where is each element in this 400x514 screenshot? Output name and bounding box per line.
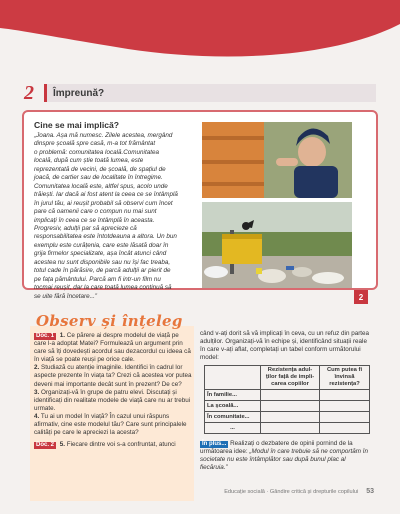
table-header-resistance: Rezistența adul-ților față de impli-carea copiilor [261,366,320,389]
question-3 [34,389,192,413]
story-marker: 2 [354,290,368,304]
story-heading: Cine se mai implică? [34,120,120,130]
story-text [34,132,206,301]
story-line: Comunitatea locală este, altfel spus, acolo unde [34,182,168,190]
story-line: o problemă: comunitatea locală.Comunitatea [34,148,159,156]
table-cell [261,423,320,434]
question-2-text: Studiază cu atenție imaginile. Identifici în cadrul lor aspecte prezente în viața ta? Crezi că acestea vor putea deveni mai importante decât sunt în prezent? De ce? [34,364,192,388]
exercise-title: Observ și înțeleg [36,312,183,330]
table-cell [320,389,370,400]
story-line: totul cade în părăsire, de parcă adulții ar pierit de [34,267,171,275]
question-2-number: 2. [34,364,40,372]
story-line: în jurul tău, ai reușit probabil să observi cum încet [34,199,173,207]
question-4-number: 4. [34,412,40,420]
story-line: grija firmelor specializate, așa încât atunci când [34,250,167,258]
question-3-number: 3. [34,388,40,396]
question-1-text: Ce părere ai despre modelul de viață pe care l-a adoptat Matei? Formulează un argument prin care să îți dovedești acordul sau dezacordul cu ideea că în viață se poate reuși pe orice cale. [34,332,191,364]
question-4 [34,413,192,437]
section-header [24,82,376,104]
story-line: se uite fără încetare...” [34,292,97,300]
story-line: exemplu este curățenia, care este lăsată doar în [34,241,169,249]
footer-text: Educație socială · Gândire critică și drepturile copilului [224,488,359,495]
plus-quote: „Modul în care trebuie să ne comportăm în societate nu este întâmplător sau după bunul plac al fiecăruia.” [200,448,369,472]
page-number: 53 [366,488,374,495]
section-title: Împreună? [53,87,105,99]
story-line: trăiești. Iar dacă ai fost atent la ceea ce se întâmplă [34,191,178,199]
story-photo [202,122,352,288]
doc1-tag: Doc. 1 [36,333,55,339]
doc2-tag: Doc. 2 [36,442,55,449]
plus-section [200,440,372,472]
story-line: implicați în ceea ce se întâmplă în aceasta. [34,216,155,224]
story-line: acestea nu sunt disponibile sau nu își fac treaba, [34,258,171,266]
story-line: pe fața pământului. Parcă am fi intr-un film nu [34,275,161,283]
story-line: reprezentată de vecini, de școală, de spațiul de [34,165,166,173]
exercise-left-column [34,332,192,449]
exercise-right-column [200,330,372,473]
story-line: joacă, de cartier sau de localitate în întregime. [34,174,163,182]
table-cell [320,400,370,411]
story-line: dinspre școală spre casă, m-a tot frământat [34,140,156,148]
question-4-text: Tu ai un model în viață? În cazul unui răspuns afirmativ, cine este modelul tău? Care sunt principalele calități pe care le apreciezi la acesta? [34,412,187,437]
table-header-empty [205,366,261,389]
section-title-box [44,84,376,102]
table-cell [261,389,320,400]
question-5 [34,441,192,449]
question-5-number: 5. [59,441,66,449]
table-cell [261,411,320,422]
story-line: pare că oamenii care o compun nu mai sunt [34,208,157,216]
table-cell [320,423,370,434]
table-cell [320,411,370,422]
question-1-number: 1. [59,332,66,339]
header-wave-banner [0,0,400,70]
story-line: responsabilitatea este întotdeauna a altora. Un bun [34,233,177,241]
plus-text: Realizați o dezbatere de opinii pornind de la următoarea idee: [200,440,353,456]
question-1 [34,332,192,364]
table-row [205,400,370,411]
story-line: „Joana. Așa mă numesc. Zilele acestea, mergând [34,132,173,139]
table-row [205,411,370,422]
model-table [204,365,370,434]
page-footer [224,488,374,495]
question-5-text: Fiecare dintre voi s-a confruntat, atunci [66,441,176,449]
plus-tag: În plus... [202,441,227,448]
table-row [205,423,370,434]
table-row-label: ... [205,423,261,434]
question-5-continued: când v-ați dorit să vă implicați în ceva, cu un refuz din partea adulților. Organizați-vă în echipe și, identificând situații reale în care v-ați aflat, completați un tabel conform următorului model: [200,330,370,362]
table-header-overcome: Cum putea fi învinsă rezistența? [320,366,370,389]
table-row-label: În familie... [205,389,261,400]
story-line: Progresiv, adulții par să aprecieze că [34,224,137,232]
table-row-label: La școală... [205,400,261,411]
section-number: 2 [24,81,34,104]
story-line: tocmai reușit, dar la care toată lumea continuă să [34,284,172,292]
story-box [22,110,378,302]
table-row-label: În comunitate... [205,411,261,422]
story-line: locală, după cum știe toată lumea, este [34,157,144,165]
question-3-text: Organizați-vă în grupe de patru elevi. Discutați și identificați din realitate modele de viață care nu ar trebui urmate. [34,388,191,412]
table-cell [261,400,320,411]
table-row [205,389,370,400]
question-2 [34,364,192,388]
